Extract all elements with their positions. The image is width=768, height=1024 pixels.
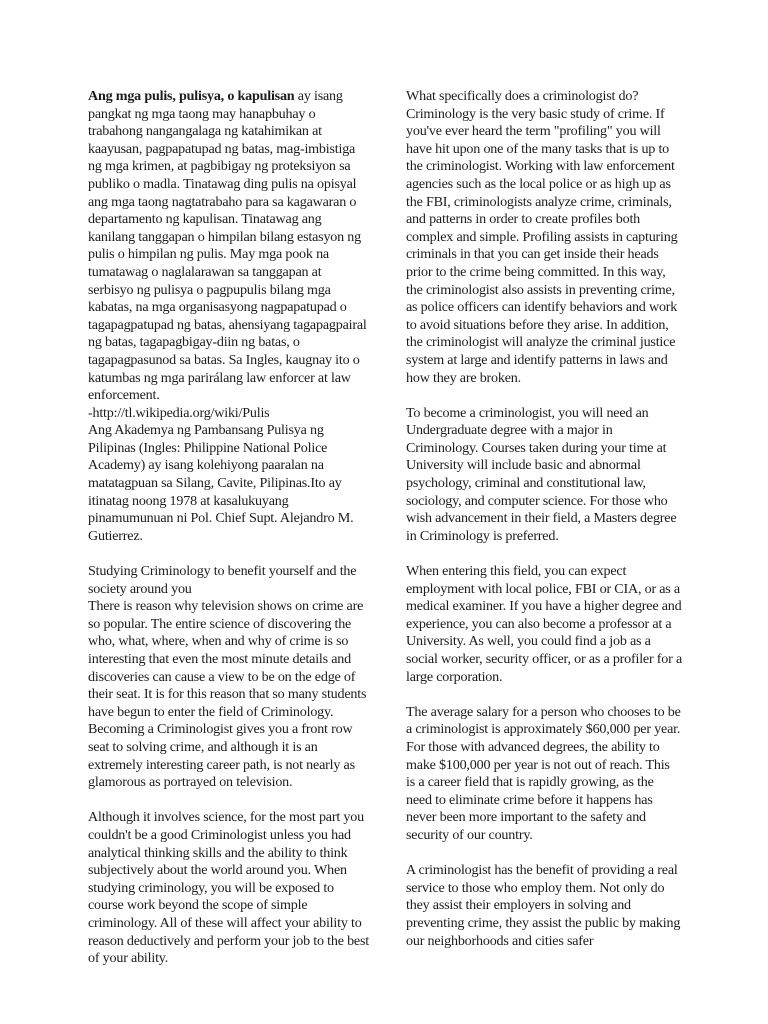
section-heading: Studying Criminology to benefit yourself and the society around you xyxy=(88,563,357,597)
left-column xyxy=(88,88,370,985)
intro-body-text: ay isang pangkat ng mga taong may hanapbuhay o trabahong nangangalaga ng katahimikan at kaayusan, pagpapatupad ng batas, mag-imbistiga ng mga krimen, at pagbibigay ng proteksiyon sa publiko o madla. Tinatawag ding pulis na opisyal ang mga taong nagtatrabaho para sa kagawaran o departamento ng kapulisan. Tinatawag ang kanilang tanggapan o himpilan bilang estasyon ng pulis o himpilan ng pulis. May mga pook na tumatawag o naglalarawan sa tanggapan at serbisyo ng pulisya o pagpupulis bilang mga kabatas, na mga organisasyong nagpapatupad o tagapagpatupad ng batas, ahensiyang tagapagpairal ng batas, tagapagbigay-diin ng batas, o tagapagpasunod sa batas. Sa Ingles, kaugnay ito o katumbas ng mga parirálang law enforcer at law enforcement. xyxy=(88,88,367,404)
left-paragraph-1: There is reason why television shows on crime are so popular. The entire science of discovering the who, what, where, when and why of crime is so interesting that even the most minute details and discoveries can cause a view to be on the edge of their seat. It is for this reason that so many students have begun to enter the field of Criminology. Becoming a Criminologist gives you a front row seat to solving crime, and although it is an extremely interesting career path, is not nearly as glamorous as portrayed on television. xyxy=(88,598,367,791)
right-paragraph-1: What specifically does a criminologist do? Criminology is the very basic study of crime. If you've ever heard the term "profiling" you will have hit upon one of the many tasks that is up to the criminologist. Working with law enforcement agencies such as the local police or as high up as the FBI, criminologists analyze crime, criminals, and patterns in order to create profiles both complex and simple. Profiling assists in capturing criminals in that you can get inside their heads prior to the crime being committed. In this way, the criminologist also assists in preventing crime, as police officers can identify behaviors and work to avoid situations before they arise. In addition, the criminologist will analyze the criminal justice system at large and identify patterns in laws and how they are broken. xyxy=(406,88,678,386)
intro-lead-text: Ang mga pulis, pulisya, o kapulisan xyxy=(88,88,295,104)
source-link[interactable]: -http://tl.wikipedia.org/wiki/Pulis xyxy=(88,404,270,421)
academy-paragraph: Ang Akademya ng Pambansang Pulisya ng Pilipinas (Ingles: Philippine National Police Academy) ay isang kolehiyong paaralan na matatagpuan sa Silang, Cavite, Pilipinas.Ito ay itinatag noong 1978 at kasalukuyang pinamumunuan ni Pol. Chief Supt. Alejandro M. Gutierrez. xyxy=(88,422,354,544)
right-paragraph-3: When entering this field, you can expect employment with local police, FBI or CIA, or as a medical examiner. If you have a higher degree and experience, you can also become a professor at a University. As well, you could find a job as a social worker, security officer, or as a profiler for a large corporation. xyxy=(406,563,683,685)
left-paragraph-2: Although it involves science, for the most part you couldn't be a good Criminologist unless you had analytical thinking skills and the ability to think subjectively about the world around you. When studying criminology, you will be exposed to course work beyond the scope of simple criminology. All of these will affect your ability to reason deductively and perform your job to the best of your ability. xyxy=(88,809,369,967)
intro-paragraph xyxy=(88,88,370,405)
right-paragraph-2: To become a criminologist, you will need an Undergraduate degree with a major in Criminology. Courses taken during your time at University will include basic and abnormal psychology, criminal and constitutional law, sociology, and computer science. For those who wish advancement in their field, a Masters degree in Criminology is preferred. xyxy=(406,404,677,544)
right-column xyxy=(406,88,682,968)
right-paragraph-5: A criminologist has the benefit of providing a real service to those who employ them. Not only do they assist their employers in solving and preventing crime, they assist the public by making our neighborhoods and cities safer xyxy=(406,862,681,949)
right-paragraph-4: The average salary for a person who chooses to be a criminologist is approximately $60,000 per year. For those with advanced degrees, the ability to make $100,000 per year is not out of reach. This is a career field that is rapidly growing, as the need to eliminate crime before it happens has never been more important to the safety and security of our country. xyxy=(406,703,681,843)
